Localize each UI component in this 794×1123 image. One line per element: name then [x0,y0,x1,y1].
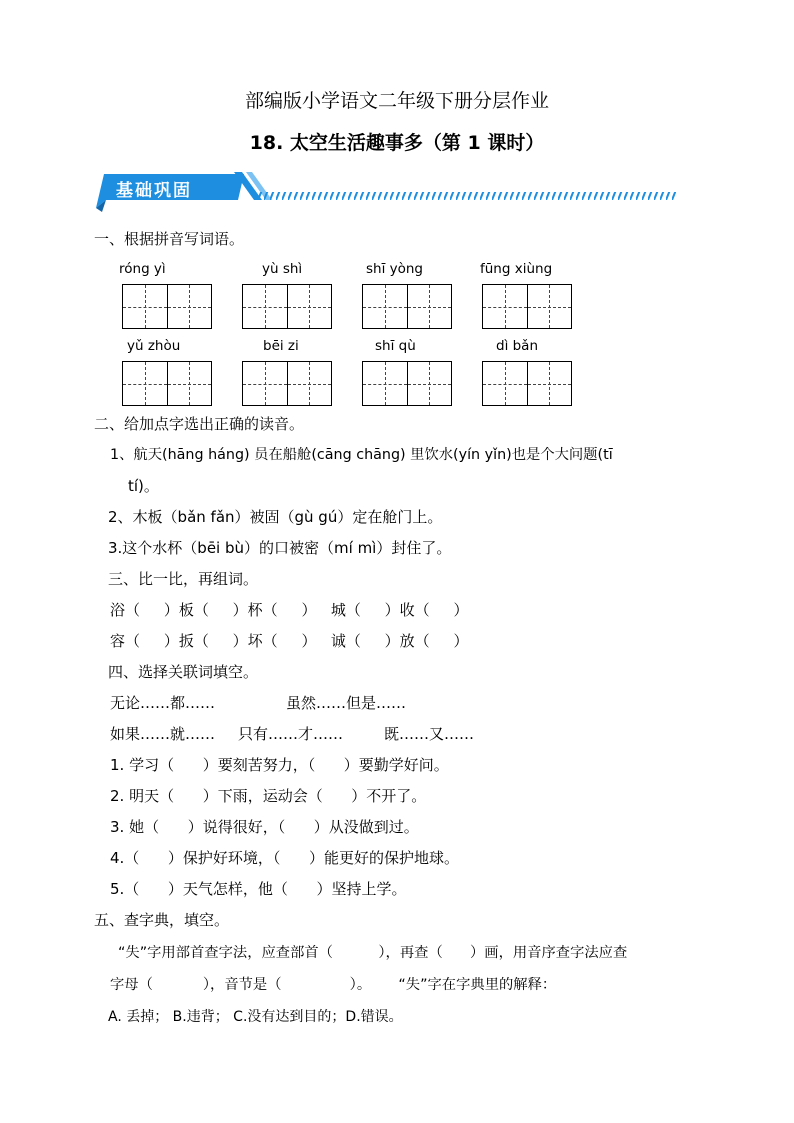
q4-option: 既……又…… [384,725,475,743]
q5-line-1: “失”字用部首查字法，应查部首（ ），再查（ ）画，用音序查字法应查 [118,945,628,961]
q4-sentence-3: 3. 她（ ）说得很好，（ ）从没做到过。 [110,818,419,836]
q4-option: 虽然……但是…… [286,694,407,712]
q3-row-1: 浴（ ）板（ ）杯（ ） 城（ ）收（ ） [110,601,469,619]
q4-sentence-2: 2. 明天（ ）下雨，运动会（ ）不开了。 [110,787,427,805]
banner-label: 基础巩固 [116,181,192,201]
writing-grid[interactable] [242,284,332,329]
pinyin-6: bēi zi [263,338,299,354]
q4-sentence-4: 4.（ ）保护好环境，（ ）能更好的保护地球。 [110,849,460,867]
q2-line-1a: 1、航天(hāng háng) 员在船舱(cāng chāng) 里饮水(yín yǐn)也是个大问题(tī [110,447,613,463]
writing-grid[interactable] [122,361,212,406]
q5-heading: 五、查字典，填空。 [94,911,230,929]
writing-grid[interactable] [482,361,572,406]
pinyin-7: shī qù [375,338,416,354]
q4-option: 无论……都…… [110,694,216,712]
page-title: 18. 太空生活趣事多（第 1 课时） [249,132,545,154]
q2-line-1b: tí)。 [128,477,159,495]
q5-line-3: A. 丢掉； B.违背； C.没有达到目的；D.错误。 [108,1009,403,1025]
writing-grid[interactable] [242,361,332,406]
q4-option: 只有……才…… [238,725,344,743]
writing-grid[interactable] [362,361,452,406]
q2-line-3: 3.这个水杯（bēi bù）的口被密（mí mì）封住了。 [108,539,452,557]
q5-line-2: 字母（ ），音节是（ ）。 “失”字在字典里的解释： [110,977,557,993]
writing-grid[interactable] [122,284,212,329]
q2-heading: 二、给加点字选出正确的读音。 [94,415,305,433]
q1-heading: 一、根据拼音写词语。 [94,230,245,248]
q3-heading: 三、比一比，再组词。 [108,570,259,588]
pinyin-2: yù shì [262,261,303,277]
q4-heading: 四、选择关联词填空。 [108,663,259,681]
pinyin-4: fūng xiùng [480,261,553,277]
q3-row-2: 容（ ）扳（ ）坏（ ） 诚（ ）放（ ） [110,632,469,650]
q4-option: 如果……就…… [110,725,216,743]
page-header: 部编版小学语文二年级下册分层作业 [244,90,549,112]
pinyin-8: dì bǎn [496,338,539,354]
q4-sentence-5: 5.（ ）天气怎样，他（ ）坚持上学。 [110,880,407,898]
writing-grid[interactable] [482,284,572,329]
pinyin-1: róng yì [119,261,166,277]
pinyin-3: shī yòng [366,261,424,277]
writing-grid[interactable] [362,284,452,329]
q2-line-2: 2、木板（bǎn fǎn）被固（gù gú）定在舱门上。 [108,508,443,526]
q4-sentence-1: 1. 学习（ ）要刻苦努力，（ ）要勤学好问。 [110,756,449,774]
pinyin-5: yǔ zhòu [127,338,181,354]
